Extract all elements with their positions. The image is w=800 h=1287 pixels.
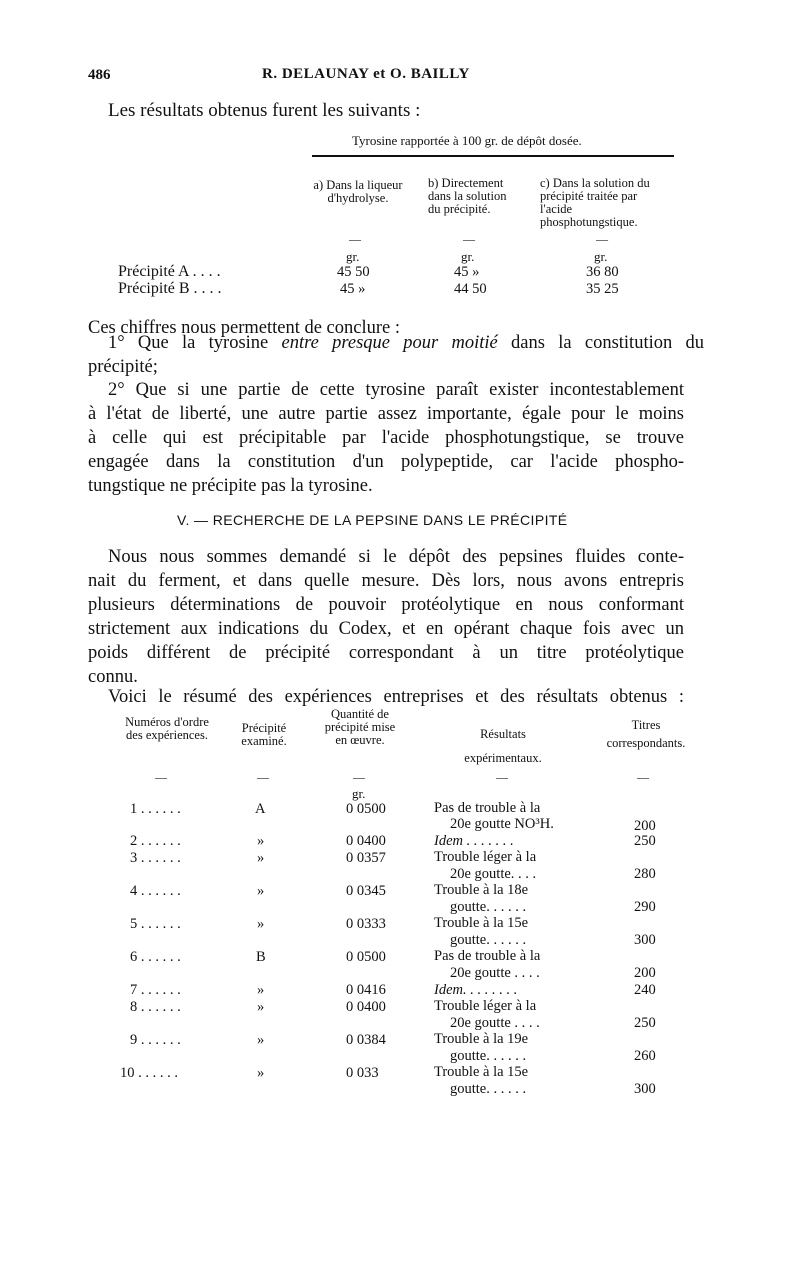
summary-lead: Voici le résumé des expériences entreprises et des résultats obtenus :: [108, 687, 684, 707]
table2-row-number: 6 . . . . . .: [130, 949, 181, 965]
table1-cell: 35 25: [586, 281, 619, 297]
table2-cell-titre: 250: [634, 1015, 656, 1031]
table2-cell-titre: 300: [634, 932, 656, 948]
section-para-line: plusieurs déterminations de pouvoir protéolytique en nous conformant: [88, 595, 684, 615]
table2-cell-titre: 300: [634, 1081, 656, 1097]
section-para-line: connu.: [88, 667, 138, 687]
table2-row-number: 4 . . . . . .: [130, 883, 181, 899]
table2-header-numeros: Numéros d'ordre des expériences.: [125, 715, 209, 742]
table2-cell-precipite: »: [257, 850, 265, 866]
table2-cell-result: 20e goutte . . . .: [450, 965, 540, 981]
table2-row-number: 2 . . . . . .: [130, 833, 181, 849]
table2-row-number: 3 . . . . . .: [130, 850, 181, 866]
table2-cell-titre: 200: [634, 818, 656, 834]
table1-unit-a: gr.: [346, 249, 360, 264]
table2-cell-titre: 240: [634, 982, 656, 998]
table2-cell-precipite: »: [257, 883, 265, 899]
section-para-line: Nous nous sommes demandé si le dépôt des pepsines fluides conte-: [108, 547, 684, 567]
table2-row-number: 5 . . . . . .: [130, 916, 181, 932]
table2-unit: gr.: [352, 786, 366, 801]
table2-cell-quantite: 0 0400: [346, 999, 386, 1015]
table2-dash: —: [637, 770, 649, 784]
table2-header-precipite: Précipité examiné.: [241, 721, 287, 748]
table1-group-header: Tyrosine rapportée à 100 gr. de dépôt dosée.: [352, 133, 582, 148]
table2-cell-precipite: »: [257, 999, 265, 1015]
table2-cell-quantite: 0 0357: [346, 850, 386, 866]
table2-dash: —: [353, 770, 365, 784]
conclusion-line: à l'état de liberté, une autre partie assez importante, égale pour le moins: [88, 404, 684, 424]
running-head: R. DELAUNAY et O. BAILLY: [262, 66, 470, 82]
conclusion-point-1-end: dans la constitution du: [497, 333, 704, 353]
conclusion-point-1-italic: entre presque pour moitié: [281, 333, 498, 353]
table2-cell-titre: 260: [634, 1048, 656, 1064]
table2-cell-quantite: 0 0500: [346, 949, 386, 965]
table2-row-number: 8 . . . . . .: [130, 999, 181, 1015]
conclusion-line: engagée dans la constitution d'un polypeptide, car l'acide phospho-: [88, 452, 684, 472]
table2-dash: —: [257, 770, 269, 784]
table2-cell-precipite: »: [257, 916, 265, 932]
table2-cell-precipite: B: [256, 949, 266, 965]
table2-row-number: 7 . . . . . .: [130, 982, 181, 998]
conclusion-point-1-start: 1° Que la tyrosine: [108, 333, 282, 353]
table2-cell-result: Trouble léger à la: [434, 998, 537, 1014]
table2-cell-titre: 250: [634, 833, 656, 849]
table2-cell-quantite: 0 0333: [346, 916, 386, 932]
table2-cell-result: 20e goutte . . . .: [450, 1015, 540, 1031]
table1-col-a: a) Dans la liqueur d'hydrolyse.: [313, 178, 403, 205]
table2-cell-quantite: 0 0345: [346, 883, 386, 899]
table2-cell-quantite: 0 0500: [346, 801, 386, 817]
table2-cell-precipite: »: [257, 1065, 265, 1081]
table2-cell-quantite: 0 0416: [346, 982, 386, 998]
table1-row-label: Précipité B . . . .: [118, 280, 222, 297]
table1-cell: 36 80: [586, 264, 619, 280]
table2-cell-result: 20e goutte NO³H.: [450, 816, 554, 832]
table1-dash-a: —: [349, 232, 361, 246]
page-number: 486: [88, 67, 111, 83]
table2-cell-result: Pas de trouble à la: [434, 800, 541, 816]
table2-header-quantite: Quantité de précipité mise en œuvre.: [324, 707, 396, 747]
table1-col-c: c) Dans la solution du précipité traitée par l'acide phosphotungstique.: [540, 176, 650, 229]
table2-header-resultats: Résultats expérimentaux.: [464, 727, 542, 765]
table2-cell-quantite: 0 0400: [346, 833, 386, 849]
table2-cell-result: Trouble à la 15e: [434, 915, 529, 931]
conclusion-line: tungstique ne précipite pas la tyrosine.: [88, 476, 373, 496]
table2-cell-result: goutte. . . . . .: [450, 932, 527, 948]
section-title: V. — RECHERCHE DE LA PEPSINE DANS LE PRÉCIPITÉ: [177, 512, 568, 528]
table1-header-rule: [312, 155, 674, 157]
table2-cell-precipite: »: [257, 1032, 265, 1048]
table1-cell: 45 »: [340, 281, 366, 297]
table2-cell-result: Trouble léger à la: [434, 849, 537, 865]
table1-row-label: Précipité A . . . .: [118, 263, 221, 280]
table2-row-number: 1 . . . . . .: [130, 801, 181, 817]
table2-cell-titre: 290: [634, 899, 656, 915]
table2-cell-precipite: A: [255, 801, 266, 817]
table2-cell-result: Idem . . . . . . .: [434, 833, 514, 849]
conclusion-line: 2° Que si une partie de cette tyrosine paraît exister incontestablement: [108, 380, 684, 400]
table2-cell-quantite: 0 0384: [346, 1032, 386, 1048]
table2-cell-titre: 200: [634, 965, 656, 981]
table2-cell-result: Trouble à la 19e: [434, 1031, 529, 1047]
table2-row-number: 9 . . . . . .: [130, 1032, 181, 1048]
table2-cell-result: goutte. . . . . .: [450, 1048, 527, 1064]
section-para-line: strictement aux indications du Codex, et en opérant chaque fois avec un: [88, 619, 684, 639]
table2-cell-precipite: »: [257, 833, 265, 849]
table1-dash-b: —: [463, 232, 475, 246]
table2-cell-result: goutte. . . . . .: [450, 899, 527, 915]
table1-cell: 45 »: [454, 264, 480, 280]
table2-cell-precipite: »: [257, 982, 265, 998]
table1-cell: 45 50: [337, 264, 370, 280]
table2-header-titres: Titres correspondants.: [606, 718, 686, 750]
intro-sentence: Les résultats obtenus furent les suivants :: [108, 100, 421, 121]
table1-cell: 44 50: [454, 281, 487, 297]
conclusion-point-1: [108, 331, 704, 355]
conclusion-point-1-cont: précipité;: [88, 357, 158, 377]
table2-cell-result: Trouble à la 15e: [434, 1064, 529, 1080]
conclusion-lead: Ces chiffres nous permettent de conclure :: [88, 318, 400, 338]
table2-row-number: 10 . . . . . .: [120, 1065, 178, 1081]
table1-dash-c: —: [596, 232, 608, 246]
table1-unit-c: gr.: [594, 249, 608, 264]
table2-cell-quantite: 0 033: [346, 1065, 379, 1081]
table1-col-b: b) Directement dans la solution du précipité.: [428, 176, 507, 216]
table2-cell-result: Idem. . . . . . . .: [434, 982, 518, 998]
table2-dash: —: [496, 770, 508, 784]
table2-cell-result: goutte. . . . . .: [450, 1081, 527, 1097]
table1-unit-b: gr.: [461, 249, 475, 264]
table2-cell-result: 20e goutte. . . .: [450, 866, 537, 882]
table2-cell-result: Trouble à la 18e: [434, 882, 529, 898]
table2-cell-titre: 280: [634, 866, 656, 882]
section-para-line: poids différent de précipité correspondant à un titre protéolytique: [88, 643, 684, 663]
conclusion-line: à celle qui est précipitable par l'acide phosphotungstique, se trouve: [88, 428, 684, 448]
section-para-line: nait du ferment, et dans quelle mesure. Dès lors, nous avons entrepris: [88, 571, 684, 591]
table2-cell-result: Pas de trouble à la: [434, 948, 541, 964]
table2-dash: —: [155, 770, 167, 784]
